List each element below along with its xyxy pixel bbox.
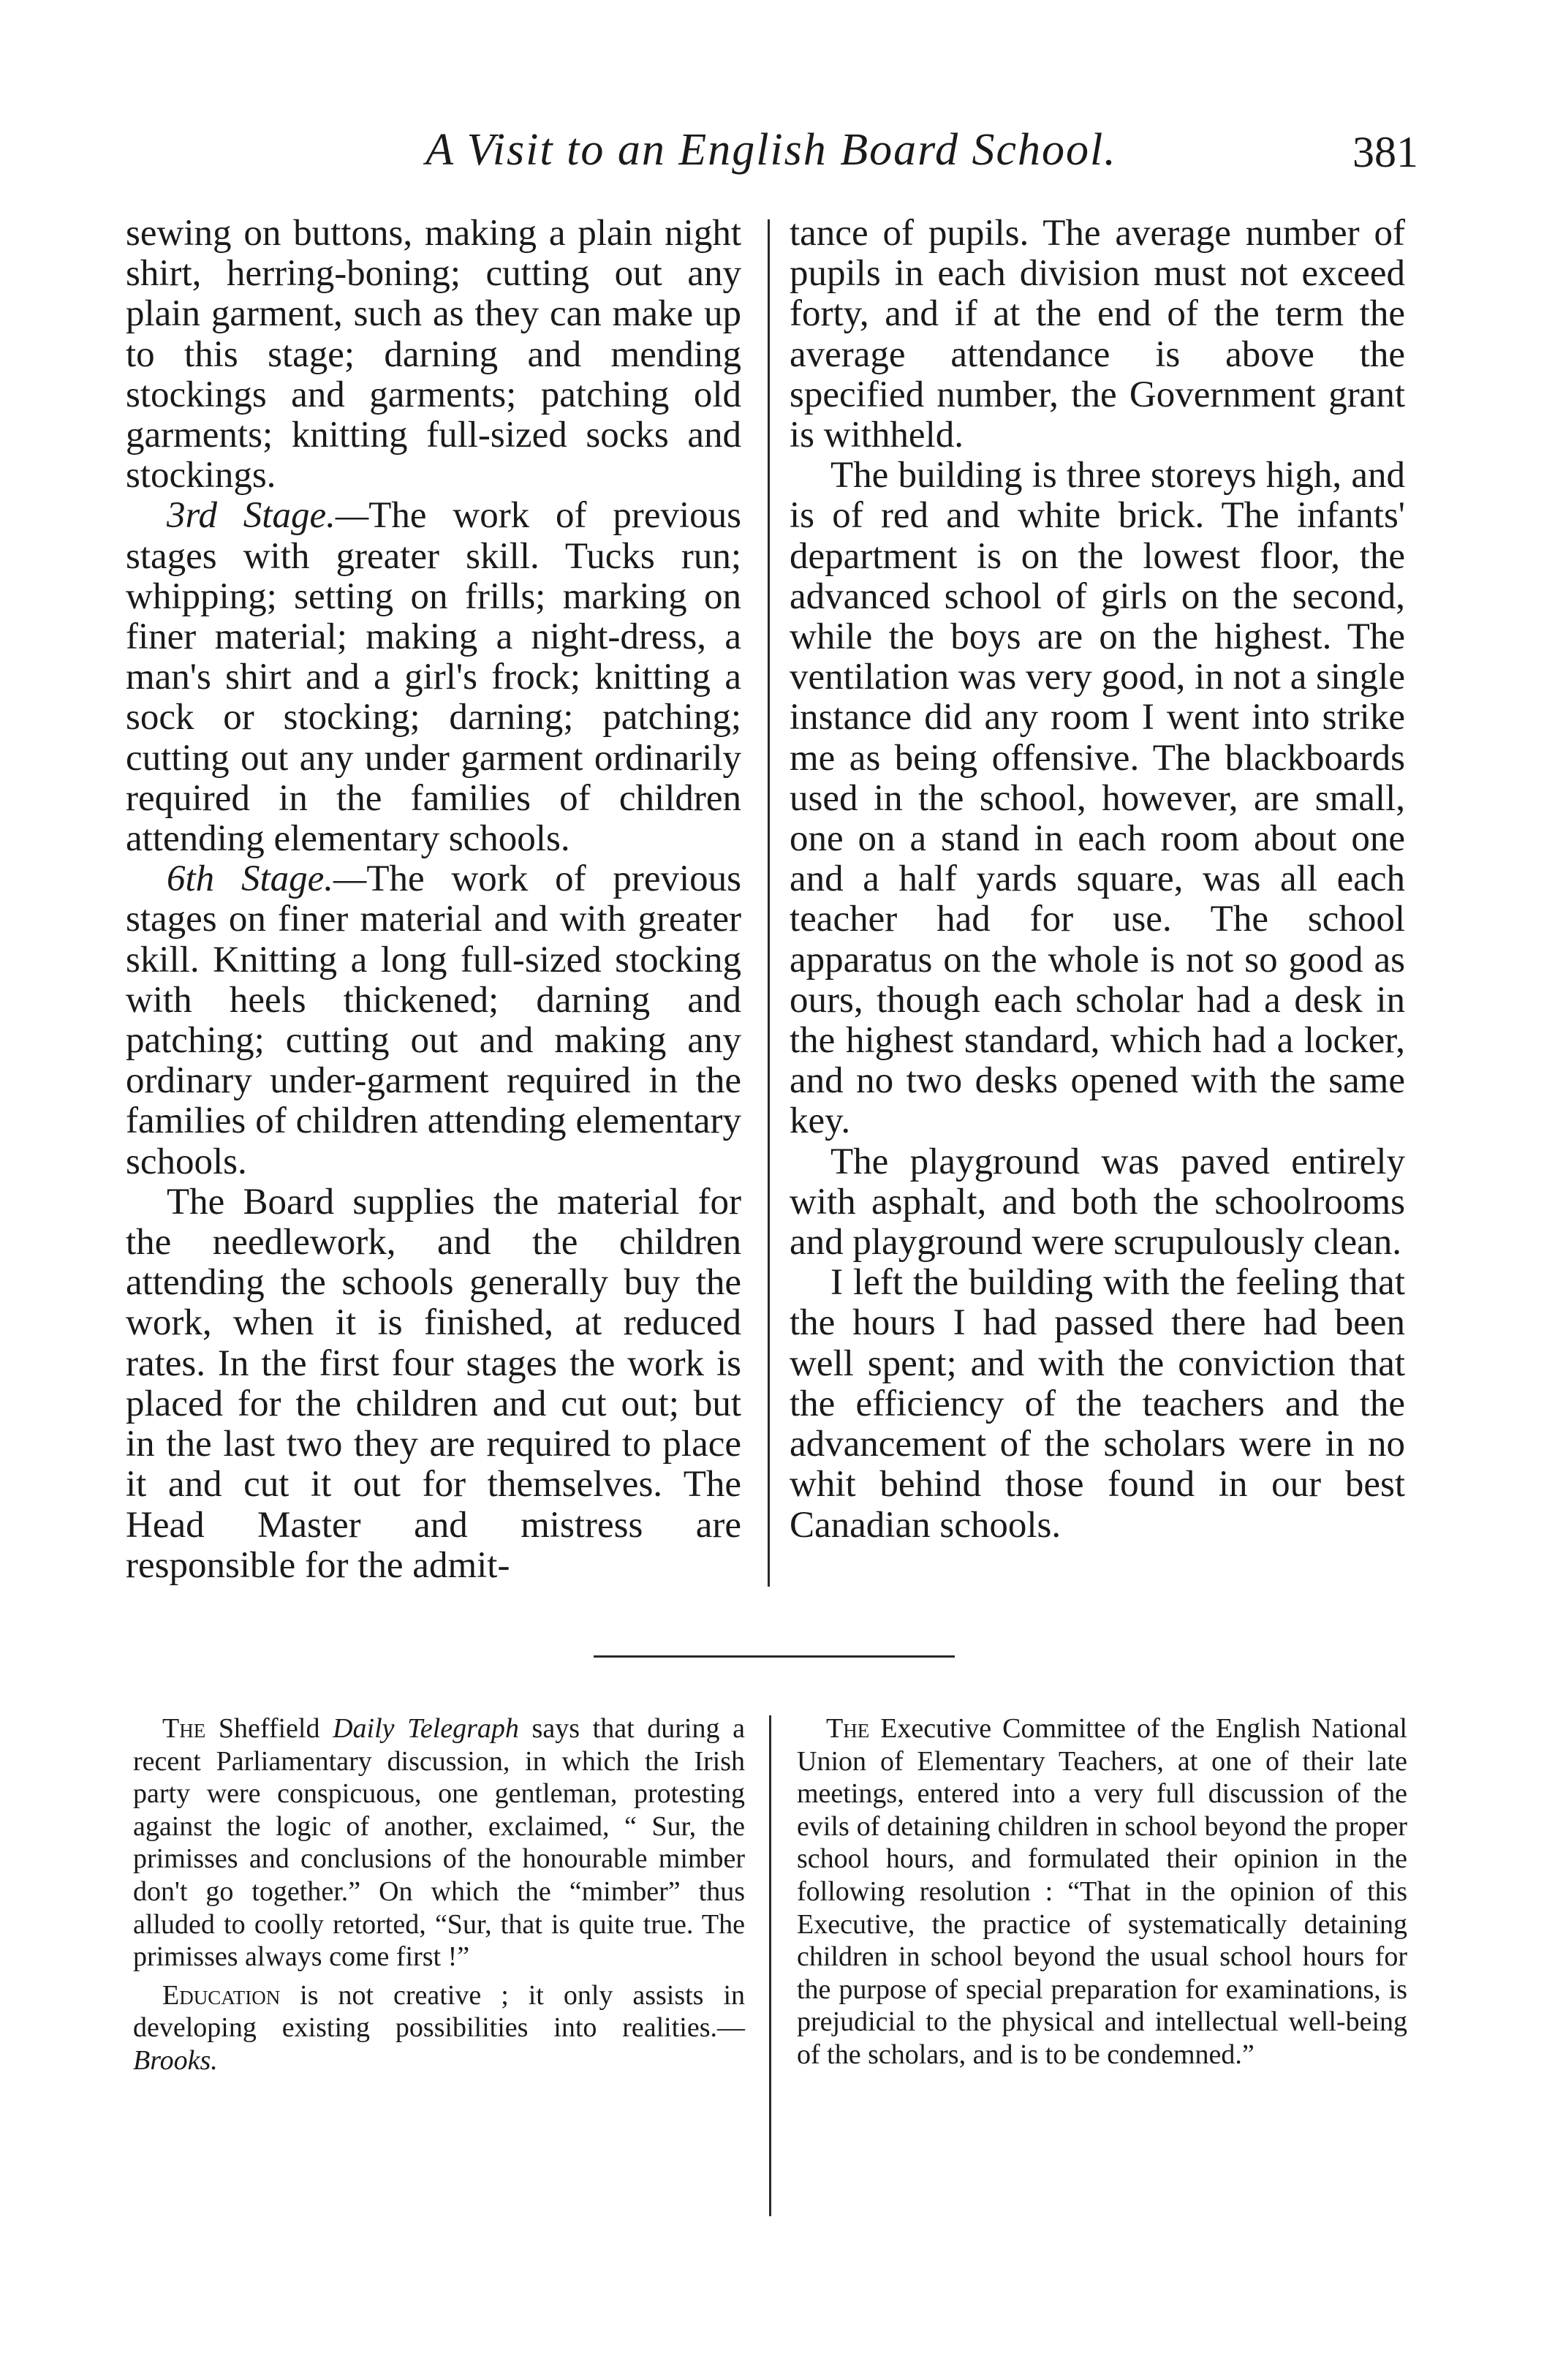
article-paragraph: 3rd Stage.—The work of previous stages with greater skill. Tucks run; whipping; setting on frills; marking on finer material; making a night-dress, a man's shirt and a girl's frock; knitting a sock or stocking; darning; patching; cutting out any under garment ordinarily required in the families of children attending elementary schools. (126, 495, 741, 860)
running-title: A Visit to an English Board School. (425, 125, 1117, 175)
article-paragraph: The playground was paved entirely with asphalt, and both the schoolrooms and playground were scrupulously clean. (790, 1141, 1405, 1263)
article-left-column (126, 214, 741, 1586)
stage-label: 6th Stage.— (167, 858, 367, 900)
section-separator-rule (594, 1655, 955, 1658)
article-paragraph: tance of pupils. The average number of pupils in each division must not exceed forty, and if at the end of the term the average attendance is above the specified number, the Government grant is withheld. (790, 213, 1405, 456)
article-right-column (790, 214, 1405, 1546)
notes-left-column (133, 1712, 745, 2077)
article-paragraph: I left the building with the feeling that the hours I had passed there had been well spent; and with the conviction that the efficiency of the teachers and the advancement of the scholars were in no whit behind those found in our best Canadian schools. (790, 1262, 1405, 1546)
article-paragraph: The building is three storeys high, and is of red and white brick. The infants' department is on the lowest floor, the advanced school of girls on the second, while the boys are on the highest. The ventilation was very good, in not a single instance did any room I went into strike me as being offensive. The blackboards used in the school, however, are small, one on a stand in each room about one and a half yards square, was all each teacher had for use. The school apparatus on the whole is not so good as ours, though each scholar had a desk in the highest standard, which had a locker, and no two desks opened with the same key. (790, 455, 1405, 1142)
quote-attribution: Brooks. (133, 2044, 218, 2076)
article-paragraph: The Board supplies the material for the needlework, and the children attending the schools generally buy the work, when it is finished, at reduced rates. In the first four stages the work is placed for the children and cut out; but in the last two they are required to place it and cut it out for themselves. The Head Master and mistress are responsible for the admit- (126, 1181, 741, 1586)
note-paragraph: Education is not creative ; it only assists in developing existing possibilities into realities.—Brooks. (133, 1979, 745, 2076)
note-paragraph: The Executive Committee of the English National Union of Elementary Teachers, at one of their late meetings, entered into a very full discussion of the evils of detaining children in school beyond the proper school hours, and formulated their opinion in the following resolution : “That in the opinion of this Executive, the practice of systematically detaining children in school beyond the usual school hours for the purpose of special preparation for examinations, is prejudicial to the physical and intellectual well-being of the scholars, and is to be condemned.” (797, 1713, 1407, 2070)
column-divider (769, 1715, 771, 2216)
article-paragraph: sewing on buttons, making a plain night shirt, herring-boning; cutting out any plain garment, such as they can make up to this stage; darning and mending stockings and garments; patching old garments; knitting full-sized socks and stockings. (126, 213, 741, 496)
notes-right-column (797, 1712, 1407, 2071)
column-divider (768, 219, 770, 1587)
stage-label: 3rd Stage.— (167, 495, 369, 537)
page-header (124, 102, 1418, 183)
newspaper-title: Daily Telegraph (333, 1713, 519, 1744)
page-number: 381 (1352, 128, 1418, 176)
article-paragraph: 6th Stage.—The work of previous stages on finer material and with greater skill. Knitting a long full-sized stocking with heels thickened; darning and patching; cutting out and making any ordinary under-garment required in the families of children attending elementary schools. (126, 858, 741, 1182)
note-paragraph: The Sheffield Daily Telegraph says that during a recent Parliamentary discussion, in which the Irish party were conspicuous, one gentleman, protesting against the logic of another, exclaimed, “ Sur, the primisses and conclusions of the honourable mimber don't go together.” On which the “mimber” thus alluded to coolly retorted, “Sur, that is quite true. The primisses always come first !” (133, 1713, 745, 1973)
